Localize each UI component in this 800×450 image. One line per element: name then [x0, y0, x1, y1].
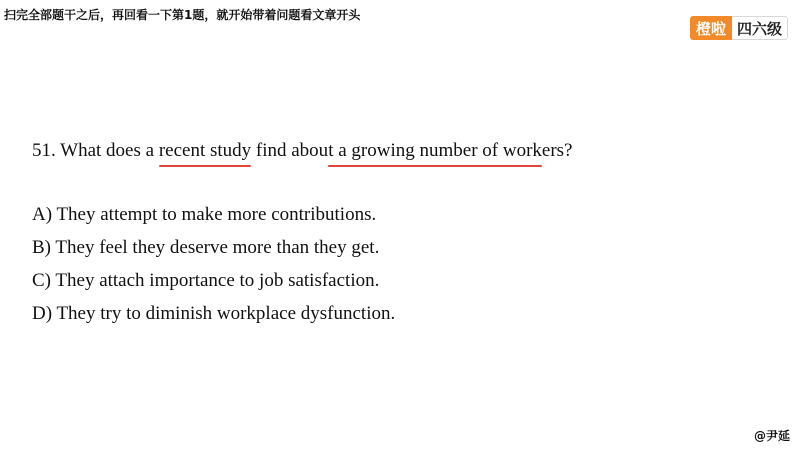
option-d: D) They try to diminish workplace dysfunction. — [32, 303, 396, 324]
underline-growing-number: t a growing number of work — [328, 140, 542, 161]
question-text-middle: find abou — [251, 140, 329, 161]
brand-logo — [690, 16, 788, 40]
option-c: C) They attach importance to job satisfaction. — [32, 270, 380, 291]
brand-tag: 四六级 — [732, 16, 788, 40]
question-stem — [32, 140, 573, 162]
underline-recent-study: recent study — [158, 140, 252, 161]
option-b: B) They feel they deserve more than they get. — [32, 237, 380, 258]
answer-options — [32, 204, 395, 336]
question-text-end: ers? — [541, 140, 573, 161]
author-watermark: @尹延 — [753, 429, 790, 443]
question-text-start: 51. What does a — [32, 140, 159, 161]
option-a: A) They attempt to make more contributions. — [32, 204, 377, 225]
top-instruction: 扫完全部题干之后，再回看一下第1题，就开始带着问题看文章开头 — [4, 8, 361, 22]
brand-name: 橙啦 — [690, 16, 732, 40]
